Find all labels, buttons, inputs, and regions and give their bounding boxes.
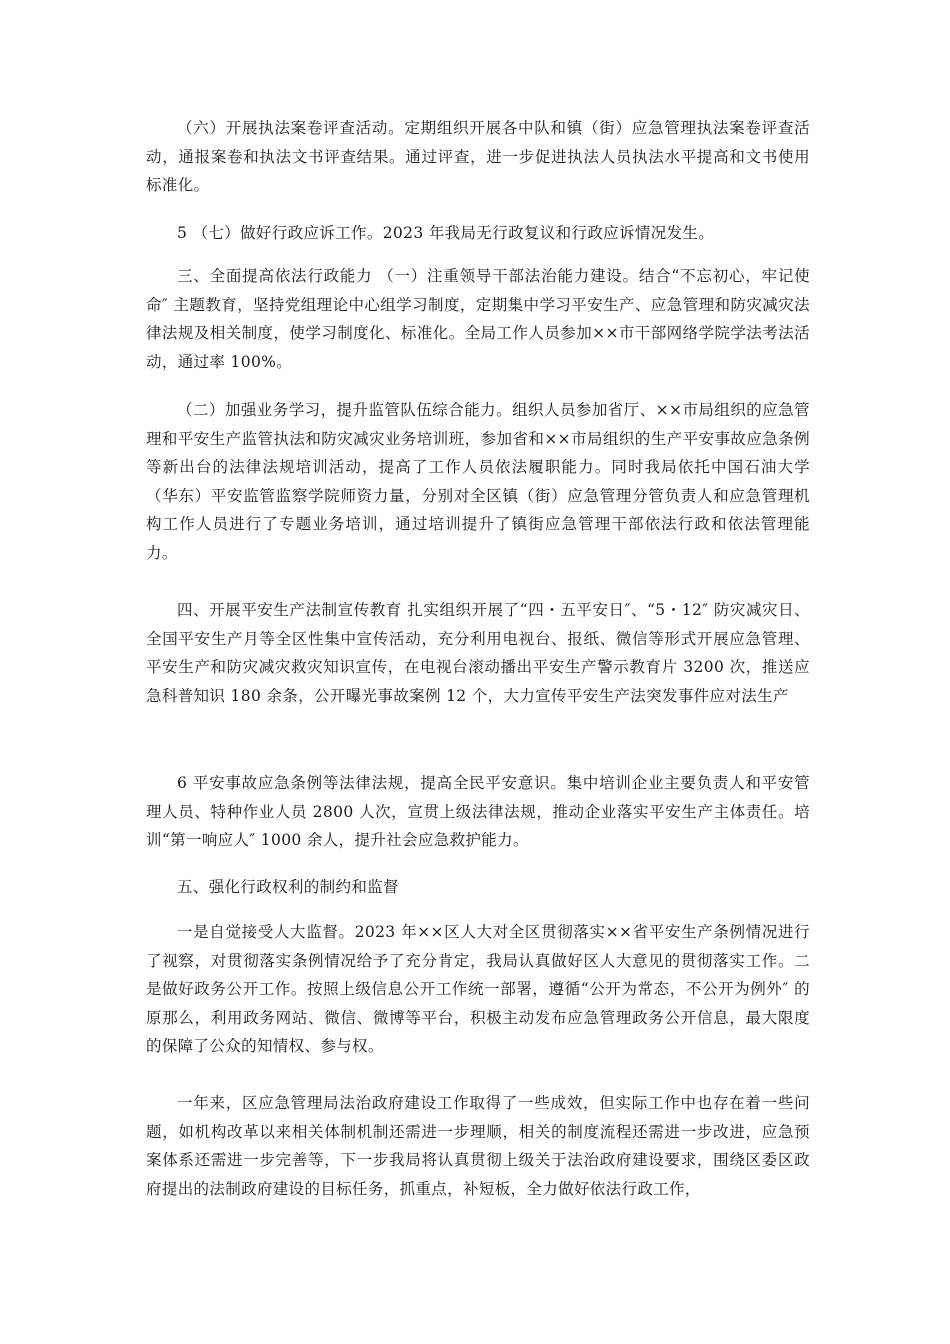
paragraph-rule-of-law-capacity: 三、全面提高依法行政能力 （一）注重领导干部法治能力建设。结合“不忘初心，牢记使命″ 主题教育，坚持党组理论中心组学习制度，定期集中学习平安生产、应急管理和防灾减灾法律法规及相关制度，使学习制度化、标准化。全局工作人员参加××市干部网络学院学法考法活动，通过率 100%。 <box>146 267 810 371</box>
paragraph-safety-regulations: 6 平安事故应急条例等法律法规，提高全民平安意识。集中培训企业主要负责人和平安管理人员、特种作业人员 2800 人次，宣贯上级法律法规，推动企业落实平安生产主体责任。培训“第一响应人″ 1000 余人，提升社会应急救护能力。 <box>146 774 810 849</box>
paragraph-case-review: （六）开展执法案卷评查活动。定期组织开展各中队和镇（街）应急管理执法案卷评查活动，通报案卷和执法文书评查结果。通过评查，进一步促进执法人员执法水平提高和文书使用标准化。 <box>146 119 810 194</box>
paragraph-npc-supervision: 一是自觉接受人大监督。2023 年××区人大对全区贯彻落实××省平安生产条例情况进行了视察，对贯彻落实条例情况给予了充分肯定，我局认真做好区人大意见的贯彻落实工作。二是做好政务公开工作。按照上级信息公开工作统一部署，遵循“公开为常态，不公开为例外″ 的原那么，利用政务网站、微信、微博等平台，积极主动发布应急管理政务公开信息，最大限度的保障了公众的知情权、参与权。 <box>146 923 810 1055</box>
paragraph-administrative-litigation: 5 （七）做好行政应诉工作。2023 年我局无行政复议和行政应诉情况发生。 <box>177 224 715 242</box>
paragraph-summary: 一年来，区应急管理局法治政府建设工作取得了一些成效，但实际工作中也存在着一些问题，如机构改革以来相关体制机制还需进一步理顺，相关的制度流程还需进一步改进，应急预案体系还需进一步完善等，下一步我局将认真贯彻上级关于法治政府建设要求，围绕区委区政府提出的法制政府建设的目标任务，抓重点，补短板，全力做好依法行政工作， <box>146 1094 810 1198</box>
paragraph-publicity-education: 四、开展平安生产法制宣传教育 扎实组织开展了“四・五平安日″、“5・12″ 防灾减灾日、全国平安生产月等全区性集中宣传活动，充分利用电视台、报纸、微信等形式开展应急管理、平安生产和防灾减灾救灾知识宣传，在电视台滚动播出平安生产警示教育片 3200 次，推送应急科普知识 180 余条，公开曝光事故案例 12 个，大力宣传平安生产法突发事件应对法生产 <box>146 601 810 705</box>
paragraph-business-training: （二）加强业务学习，提升监管队伍综合能力。组织人员参加省厅、××市局组织的应急管理和平安生产监管执法和防灾减灾业务培训班，参加省和××市局组织的生产平安事故应急条例等新出台的法律法规培训活动，提高了工作人员依法履职能力。同时我局依托中国石油大学（华东）平安监管监察学院师资力量，分别对全区镇（街）应急管理分管负责人和应急管理机构工作人员进行了专题业务培训，通过培训提升了镇街应急管理干部依法行政和依法管理能力。 <box>146 401 810 562</box>
section-heading-supervision: 五、强化行政权利的制约和监督 <box>177 878 399 896</box>
